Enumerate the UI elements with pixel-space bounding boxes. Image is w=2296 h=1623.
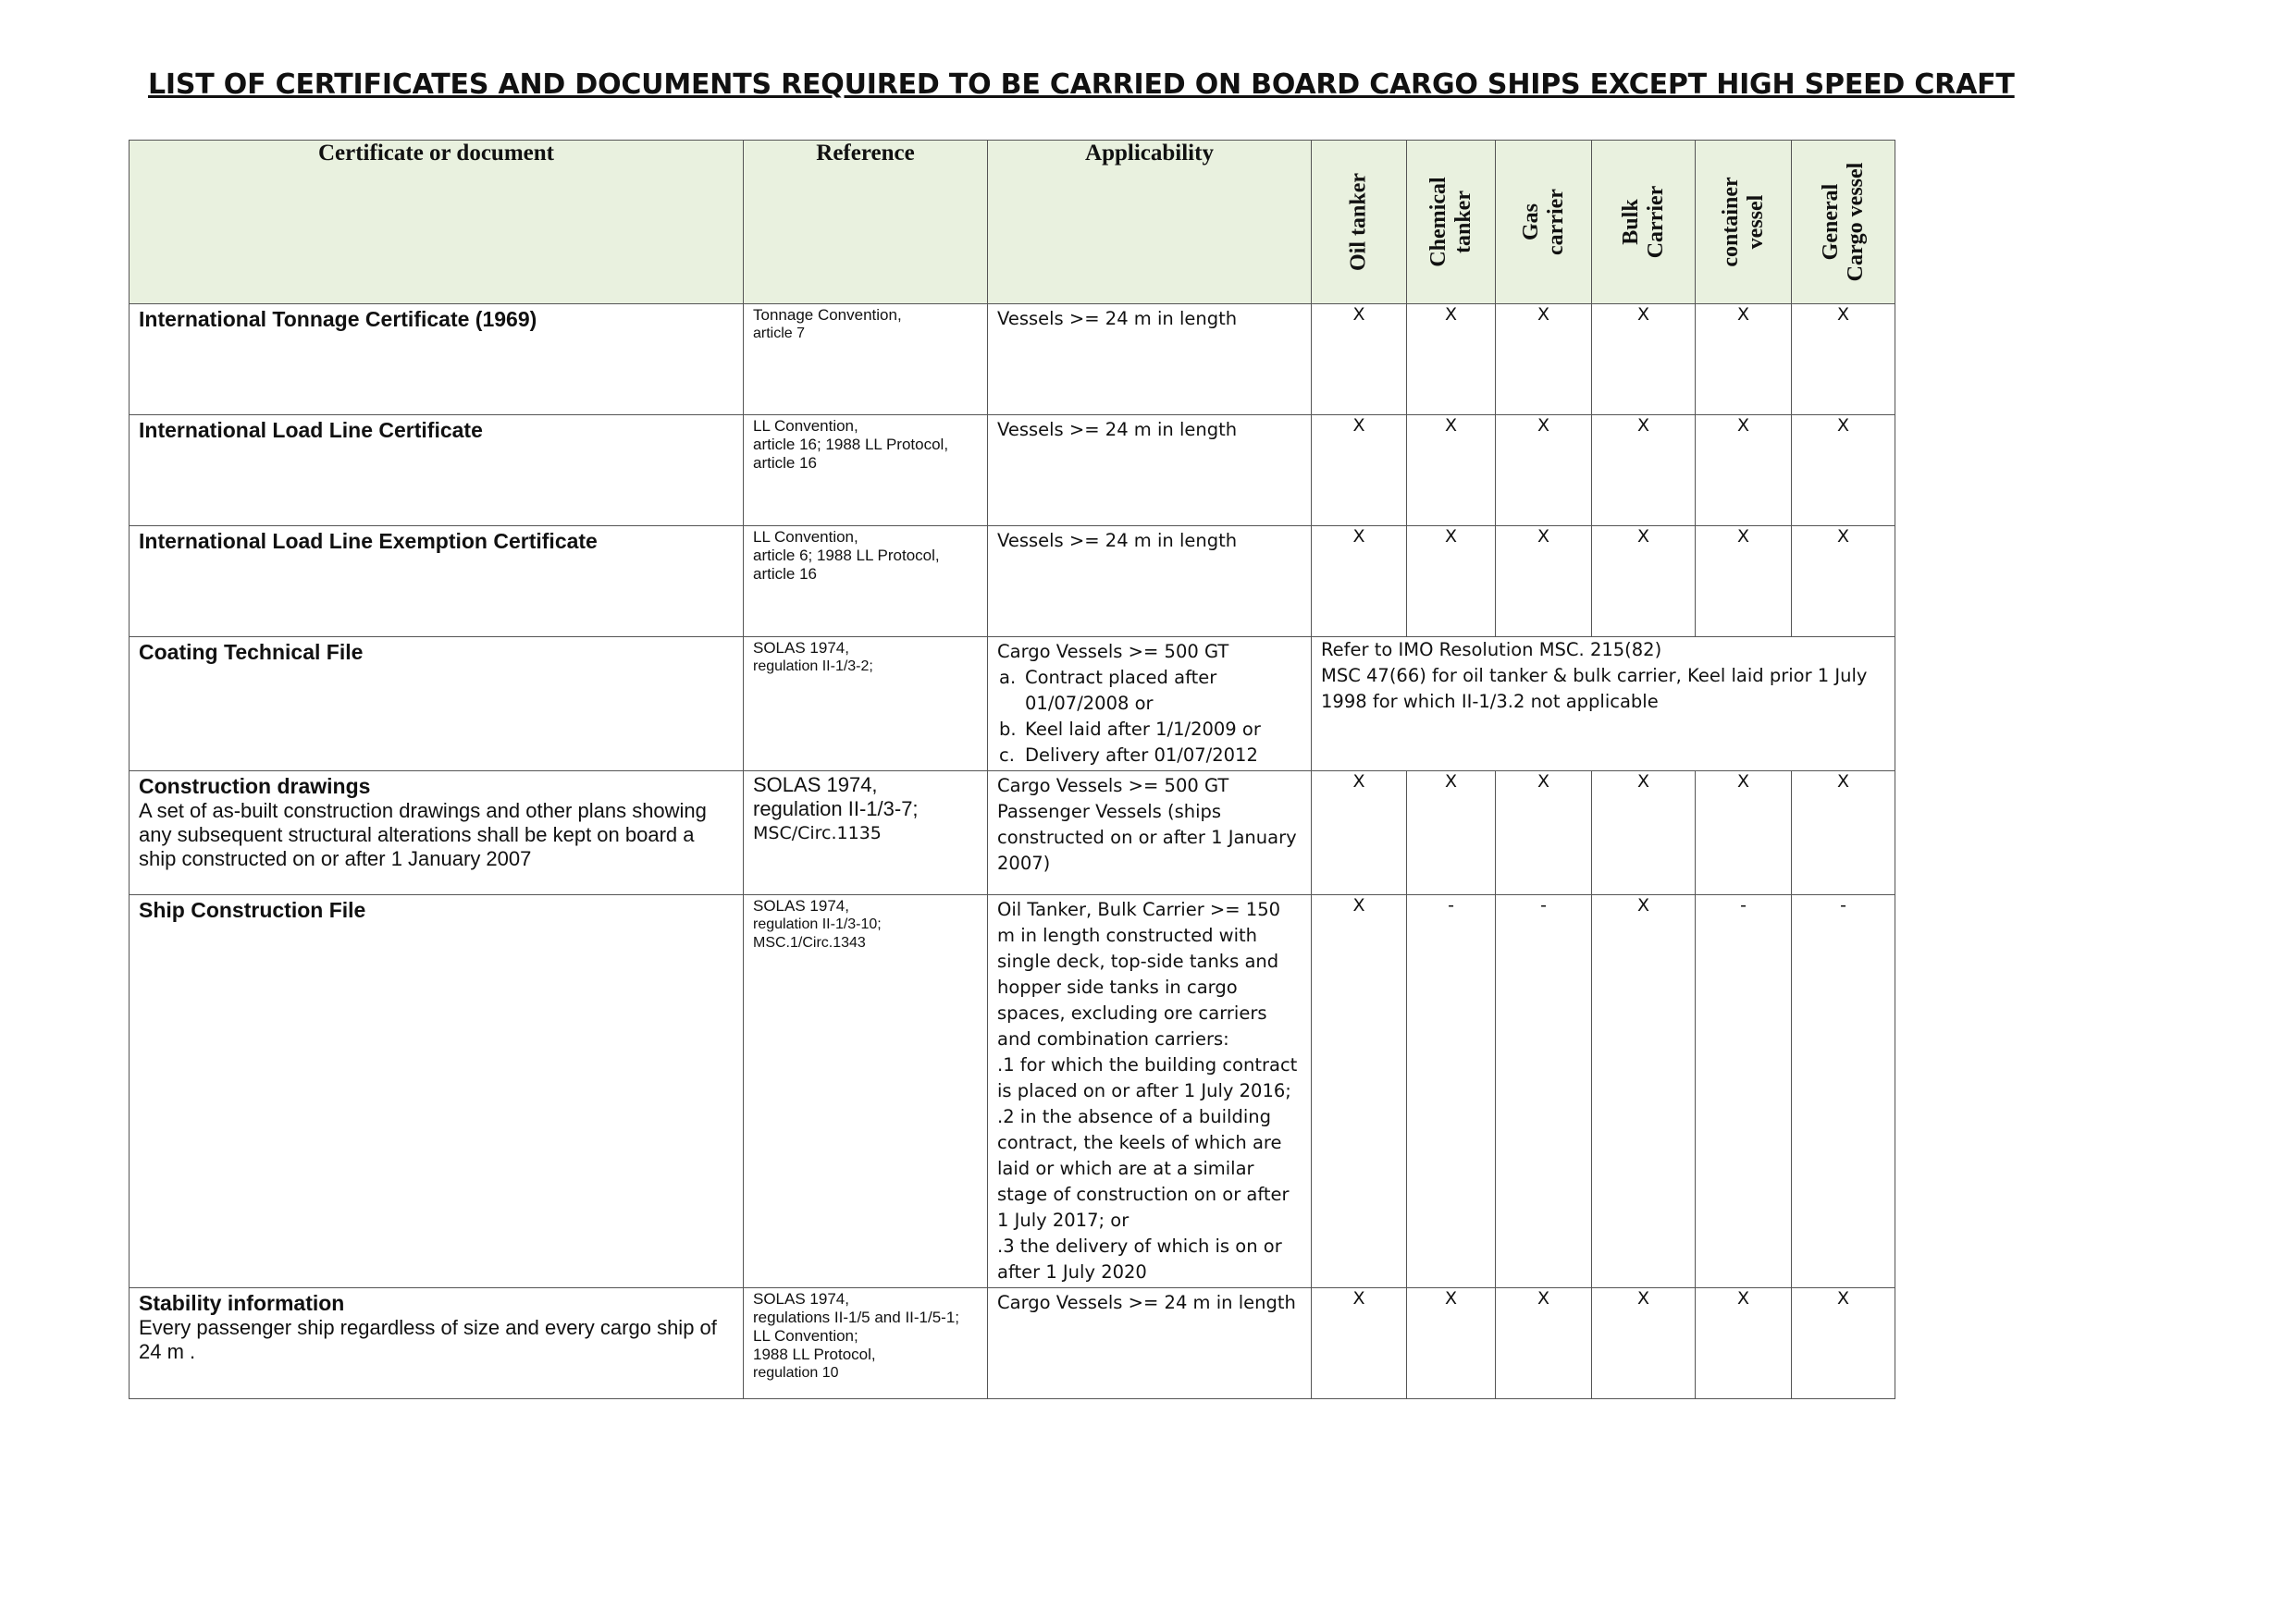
applicability-cell [988, 304, 1312, 415]
header-container-vessel [1696, 141, 1792, 304]
table-row [130, 1288, 1895, 1399]
mark-bulk-carrier: X [1592, 1288, 1696, 1399]
note-cell [1312, 637, 1895, 771]
applicability-text: Vessels >= 24 m in length [997, 530, 1238, 551]
header-chemical-tanker-line2: tanker [1450, 191, 1475, 253]
applicability-cell [988, 1288, 1312, 1399]
mark-gas-carrier: X [1496, 415, 1592, 526]
header-container-vessel-line1: container [1718, 177, 1743, 267]
header-bulk-carrier-line2: Carrier [1643, 185, 1668, 259]
table-row [130, 304, 1895, 415]
table-row [130, 895, 1895, 1288]
certificate-cell [130, 637, 744, 771]
certificates-table [129, 140, 1895, 1399]
mark-container-vessel: - [1696, 895, 1792, 1288]
table-row [130, 415, 1895, 526]
certificate-cell [130, 771, 744, 895]
header-gas-carrier [1496, 141, 1592, 304]
reference-cell [744, 637, 988, 771]
mark-general-cargo: - [1792, 895, 1895, 1288]
header-row [130, 141, 1895, 304]
certificate-description: A set of as-built construction drawings and other plans showing any subsequent structural alterations shall be kept on board a ship constructed on or after 1 January 2007 [139, 799, 707, 870]
certificate-title: International Load Line Certificate [139, 418, 483, 442]
certificate-title: International Tonnage Certificate (1969) [139, 307, 537, 331]
reference-text: SOLAS 1974, regulation II-1/3-7; MSC/Circ.1135 [753, 773, 919, 843]
applicability-list [997, 665, 1302, 768]
reference-cell [744, 771, 988, 895]
reference-cell [744, 895, 988, 1288]
applicability-cell [988, 415, 1312, 526]
applicability-text: Cargo Vessels >= 500 GT a. Contract placed after 01/07/2008 or b. Keel laid after 1/1/2009 or c. Delivery after 01/07/2012 [988, 637, 1311, 770]
mark-container-vessel: X [1696, 415, 1792, 526]
mark-oil-tanker: X [1312, 895, 1407, 1288]
header-oil-tanker [1312, 141, 1407, 304]
certificate-cell [130, 526, 744, 637]
mark-general-cargo: X [1792, 1288, 1895, 1399]
mark-container-vessel: X [1696, 526, 1792, 637]
reference-text: SOLAS 1974, regulations II-1/5 and II-1/5-1; LL Convention; 1988 LL Protocol, regulation 10 [753, 1290, 960, 1381]
header-general-cargo-line1: General [1818, 183, 1843, 261]
reference-cell [744, 526, 988, 637]
mark-oil-tanker: X [1312, 526, 1407, 637]
mark-gas-carrier: X [1496, 1288, 1592, 1399]
header-bulk-carrier-line1: Bulk [1618, 199, 1643, 245]
mark-general-cargo: X [1792, 415, 1895, 526]
mark-container-vessel: X [1696, 771, 1792, 895]
mark-gas-carrier: - [1496, 895, 1592, 1288]
applicability-text: Vessels >= 24 m in length [997, 419, 1238, 440]
mark-general-cargo: X [1792, 771, 1895, 895]
mark-chemical-tanker: X [1407, 771, 1496, 895]
mark-bulk-carrier: X [1592, 895, 1696, 1288]
header-general-cargo-vessel [1792, 141, 1895, 304]
page-title: LIST OF CERTIFICATES AND DOCUMENTS REQUIRED TO BE CARRIED ON BOARD CARGO SHIPS EXCEPT HIGH SPEED CRAFT [148, 68, 2015, 101]
header-container-vessel-line2: vessel [1743, 194, 1768, 250]
reference-text: SOLAS 1974, regulation II-1/3-2; [753, 639, 873, 674]
applicability-cell [988, 526, 1312, 637]
applicability-cell [988, 895, 1312, 1288]
table-row [130, 637, 1895, 771]
mark-bulk-carrier: X [1592, 415, 1696, 526]
header-oil-tanker-label: Oil tanker [1346, 173, 1371, 271]
mark-bulk-carrier: X [1592, 526, 1696, 637]
reference-text: LL Convention, article 6; 1988 LL Protocol, article 16 [753, 528, 940, 583]
mark-oil-tanker: X [1312, 415, 1407, 526]
mark-bulk-carrier: X [1592, 304, 1696, 415]
applicability-cell [988, 637, 1312, 771]
mark-gas-carrier: X [1496, 304, 1592, 415]
certificate-title: Coating Technical File [139, 640, 364, 664]
list-item: b. Keel laid after 1/1/2009 or [999, 719, 1261, 740]
certificate-cell [130, 895, 744, 1288]
reference-text: LL Convention, article 16; 1988 LL Protocol, article 16 [753, 417, 949, 472]
header-certificate: Certificate or document [130, 141, 744, 304]
mark-gas-carrier: X [1496, 771, 1592, 895]
mark-chemical-tanker: X [1407, 526, 1496, 637]
mark-bulk-carrier: X [1592, 771, 1696, 895]
certificate-title: Stability information [139, 1291, 345, 1315]
mark-container-vessel: X [1696, 304, 1792, 415]
certificate-cell [130, 415, 744, 526]
reference-text: Tonnage Convention, article 7 [753, 306, 902, 341]
applicability-text: Oil Tanker, Bulk Carrier >= 150 m in length constructed with single deck, top-side tanks and hopper side tanks in cargo spaces, excluding ore carriers and combination carriers: .1 for which the building contract is placed on or after 1 July 2016; .2 in the absence of a building contract, the keels of which are laid or which are at a similar stage of construction on or after 1 July 2017; or .3 the delivery of which is on or after 1 July 2020 [997, 899, 1298, 1283]
mark-general-cargo: X [1792, 526, 1895, 637]
applicability-text: Vessels >= 24 m in length [997, 308, 1238, 329]
applicability-text: Cargo Vessels >= 24 m in length [997, 1292, 1296, 1313]
mark-gas-carrier: X [1496, 526, 1592, 637]
list-item: c. Delivery after 01/07/2012 [999, 744, 1258, 766]
header-chemical-tanker-line1: Chemical [1426, 177, 1450, 267]
mark-chemical-tanker: - [1407, 895, 1496, 1288]
mark-chemical-tanker: X [1407, 415, 1496, 526]
reference-text: SOLAS 1974, regulation II-1/3-10; MSC.1/Circ.1343 [753, 897, 882, 951]
header-chemical-tanker [1407, 141, 1496, 304]
header-bulk-carrier [1592, 141, 1696, 304]
note-text: Refer to IMO Resolution MSC. 215(82) MSC 47(66) for oil tanker & bulk carrier, Keel laid prior 1 July 1998 for which II-1/3.2 not applicable [1321, 639, 1868, 712]
list-item: a. Contract placed after 01/07/2008 or [999, 667, 1217, 714]
certificate-title: Construction drawings [139, 774, 371, 798]
mark-oil-tanker: X [1312, 1288, 1407, 1399]
reference-cell [744, 415, 988, 526]
certificate-cell [130, 304, 744, 415]
reference-cell [744, 1288, 988, 1399]
table-row [130, 771, 1895, 895]
mark-chemical-tanker: X [1407, 1288, 1496, 1399]
header-gas-carrier-line2: carrier [1543, 189, 1568, 255]
mark-general-cargo: X [1792, 304, 1895, 415]
table-row [130, 526, 1895, 637]
header-applicability: Applicability [988, 141, 1312, 304]
mark-oil-tanker: X [1312, 304, 1407, 415]
header-reference: Reference [744, 141, 988, 304]
applicability-cell [988, 771, 1312, 895]
mark-oil-tanker: X [1312, 771, 1407, 895]
certificate-title: International Load Line Exemption Certificate [139, 529, 598, 553]
header-gas-carrier-line1: Gas [1518, 203, 1543, 241]
certificate-title: Ship Construction File [139, 898, 366, 922]
mark-container-vessel: X [1696, 1288, 1792, 1399]
certificate-cell [130, 1288, 744, 1399]
certificate-description: Every passenger ship regardless of size and every cargo ship of 24 m . [139, 1316, 717, 1363]
mark-chemical-tanker: X [1407, 304, 1496, 415]
reference-cell [744, 304, 988, 415]
header-general-cargo-line2: Cargo vessel [1843, 162, 1868, 282]
applicability-text: Cargo Vessels >= 500 GT Passenger Vessels (ships constructed on or after 1 January 2007) [997, 775, 1297, 874]
